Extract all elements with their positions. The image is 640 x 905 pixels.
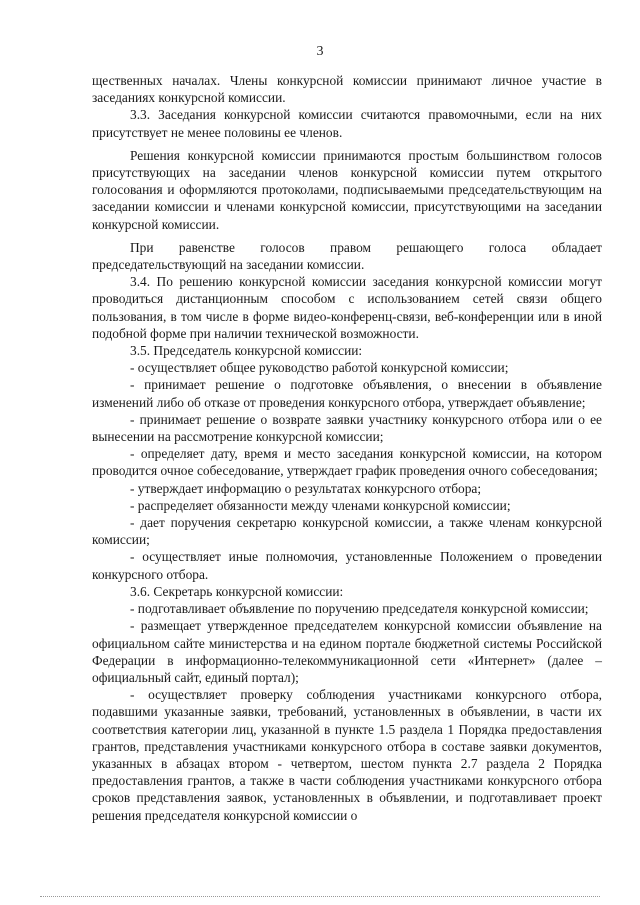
- paragraph-7: - осуществляет общее руководство работой конкурсной комиссии;: [130, 360, 509, 376]
- paragraph-3: Решения конкурсной комиссии принимаются простым большинством голосов присутствующих на заседании членов конкурсной комиссии путем открытого голосования и оформляются протоколами, подписываемыми председательствующим на заседании комиссии и членами конкурсной комиссии, присутствующими на заседании конкурсной комиссии.: [92, 147, 602, 232]
- paragraph-4: При равенстве голосов правом решающего голоса обладает председательствующий на заседании комиссии.: [92, 239, 602, 273]
- scan-edge-line: [40, 896, 600, 897]
- paragraph-8: - принимает решение о подготовке объявления, о внесении в объявление изменений либо об отказе от проведения конкурсного отбора, утверждает объявление;: [92, 377, 602, 410]
- page-number: 3: [316, 44, 324, 59]
- paragraph-18: - осуществляет проверку соблюдения участниками конкурсного отбора, подавшими указанные заявки, требований, установленных в объявлении, в части их соответствия категории лиц, указанной в пункте 1.5 раздела 1 Порядка предоставления грантов, представления участниками конкурсного отбора в составе заявки документов, указанных в абзацах втором - четвертом, шестом пункта 2.7 раздела 2 Порядка предоставления грантов, а также в части соблюдения участниками конкурсного отбора сроков представления заявок, установленных в объявлении, и подготавливает проект решения председателя конкурсной комиссии о: [92, 687, 602, 823]
- paragraph-1: щественных началах. Члены конкурсной комиссии принимают личное участие в заседаниях конкурсной комиссии.: [92, 73, 602, 106]
- paragraph-10: - определяет дату, время и место заседания конкурсной комиссии, на котором проводится очное собеседование, утверждает график проведения очного собеседования;: [92, 446, 602, 479]
- paragraph-5: 3.4. По решению конкурсной комиссии заседания конкурсной комиссии могут проводиться дистанционным способом с использованием сетей связи общего пользования, в том числе в форме видео-конференц-связи, веб-конференции или в иной подобной форме при наличии технической возможности.: [92, 274, 602, 341]
- paragraph-15: 3.6. Секретарь конкурсной комиссии:: [130, 583, 344, 599]
- paragraph-9: - принимает решение о возврате заявки участнику конкурсного отбора или о ее вынесении на рассмотрение конкурсной комиссии;: [92, 411, 602, 445]
- paragraph-6: 3.5. Председатель конкурсной комиссии:: [130, 343, 363, 359]
- document-body: [92, 72, 602, 824]
- paragraph-2: 3.3. Заседания конкурсной комиссии считаются правомочными, если на них присутствует не менее половины ее членов.: [92, 107, 602, 140]
- paragraph-14: - осуществляет иные полномочия, установленные Положением о проведении конкурсного отбора.: [92, 549, 602, 582]
- paragraph-17: - размещает утвержденное председателем конкурсной комиссии объявление на официальном сайте министерства и на едином портале бюджетной системы Российской Федерации в информационно-телекоммуникационной сети «Интернет» (далее – официальный сайт, единый портал);: [92, 618, 602, 685]
- paragraph-12: - распределяет обязанности между членами конкурсной комиссии;: [130, 497, 511, 513]
- paragraph-13: - дает поручения секретарю конкурсной комиссии, а также членам конкурсной комиссии;: [92, 515, 602, 548]
- paragraph-11: - утверждает информацию о результатах конкурсного отбора;: [130, 480, 482, 496]
- paragraph-16: - подготавливает объявление по поручению председателя конкурсной комиссии;: [130, 601, 589, 617]
